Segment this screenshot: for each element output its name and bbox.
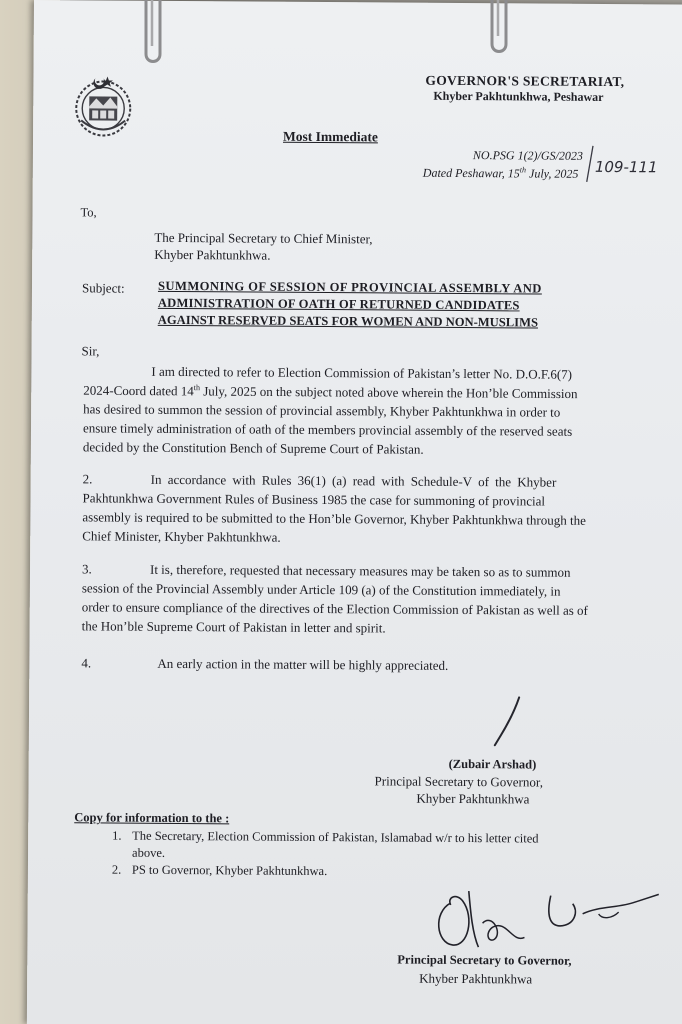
- handwritten-number-text: 109-111: [594, 157, 658, 177]
- reference-number: NO.PSG 1(2)/GS/2023: [472, 148, 583, 163]
- paragraph-1-line-3: has desired to summon the session of provincial assembly, Khyber Pakhtunkhwa in order to: [83, 401, 561, 420]
- paragraph-3-line-2: session of the Provincial Assembly under Article 109 (a) of the Constitution immediately, in: [81, 580, 561, 599]
- signatory-place: Khyber Pakhtunkhwa: [416, 790, 530, 807]
- addressee-line-1: The Principal Secretary to Chief Minister,: [154, 229, 373, 247]
- priority-label: Most Immediate: [283, 128, 378, 145]
- paragraph-4-text: An early action in the matter will be highly appreciated.: [157, 655, 449, 673]
- paragraph-2-line-4: Chief Minister, Khyber Pakhtunkhwa.: [82, 528, 281, 545]
- office-name: GOVERNOR'S SECRETARIAT,: [425, 72, 625, 90]
- paragraph-1-line-1: I am directed to refer to Election Commission of Pakistan’s letter No. D.O.F.6(7): [151, 363, 573, 382]
- footer-signatory-title: Principal Secretary to Governor,: [397, 952, 572, 968]
- footer-signatory-place: Khyber Pakhtunkhwa: [419, 970, 533, 987]
- signature-mark: [489, 693, 529, 753]
- letter-page: [27, 0, 682, 1024]
- subject-line-3: AGAINST RESERVED SEATS FOR WOMEN AND NON-MUSLIMS: [157, 312, 539, 330]
- paragraph-2-line-2: Pakhtunkhwa Government Rules of Business 1985 the case for summoning of provincial: [82, 490, 546, 509]
- subject-line-1: SUMMONING OF SESSION OF PROVINCIAL ASSEMBLY AND: [157, 278, 542, 296]
- office-location: Khyber Pakhtunkhwa, Peshawar: [433, 88, 604, 104]
- paragraph-2-line-3: assembly is required to be submitted to the Hon’ble Governor, Khyber Pakhtunkhwa through the: [82, 509, 586, 528]
- paragraph-1-line-4: ensure timely administration of oath of the members provincial assembly of the reserved seats: [82, 420, 573, 439]
- copy-item-1-number: 1.: [112, 828, 122, 843]
- paper-clip-icon: [138, 0, 174, 70]
- signatory-name: (Zubair Arshad): [448, 756, 537, 772]
- letter-date: Dated Peshawar, 15th July, 2025: [422, 165, 579, 181]
- paper-clip-icon: [482, 0, 518, 60]
- paragraph-1-line-2: 2024-Coord dated 14th July, 2025 on the subject noted above wherein the Hon’ble Commission: [83, 382, 578, 402]
- addressee-line-2: Khyber Pakhtunkhwa.: [154, 246, 271, 263]
- signatory-title: Principal Secretary to Governor,: [374, 773, 544, 790]
- copy-item-1-line-1: The Secretary, Election Commission of Pakistan, Islamabad w/r to his letter cited: [132, 828, 539, 846]
- copy-item-2-line-1: PS to Governor, Khyber Pakhtunkhwa.: [131, 862, 328, 879]
- handwritten-number: [583, 142, 663, 187]
- copy-item-1-line-2: above.: [132, 845, 166, 860]
- copy-heading: Copy for information to the :: [74, 810, 230, 826]
- khyber-pakhtunkhwa-emblem: [71, 72, 135, 142]
- paragraph-3-line-4: the Hon’ble Supreme Court of Pakistan in letter and spirit.: [81, 618, 386, 636]
- paragraph-3-line-3: order to ensure compliance of the directives of the Election Commission of Pakistan as well as of: [81, 599, 588, 618]
- salutation: Sir,: [81, 343, 100, 359]
- subject-label: Subject:: [81, 280, 125, 296]
- paragraph-2-number: 2.: [82, 471, 93, 487]
- paragraph-3-number: 3.: [81, 561, 92, 577]
- paragraph-4-number: 4.: [81, 655, 92, 671]
- paragraph-2-line-1: In accordance with Rules 36(1) (a) read with Schedule-V of the Khyber: [150, 471, 557, 490]
- paragraph-3-line-1: It is, therefore, requested that necessary measures may be taken so as to summon: [149, 561, 571, 580]
- paragraph-1-line-5: decided by the Constitution Bench of Supreme Court of Pakistan.: [82, 439, 424, 457]
- to-label: To,: [80, 205, 97, 220]
- copy-item-2-number: 2.: [111, 862, 122, 877]
- subject-line-2: ADMINISTRATION OF OATH OF RETURNED CANDIDATES: [157, 295, 520, 313]
